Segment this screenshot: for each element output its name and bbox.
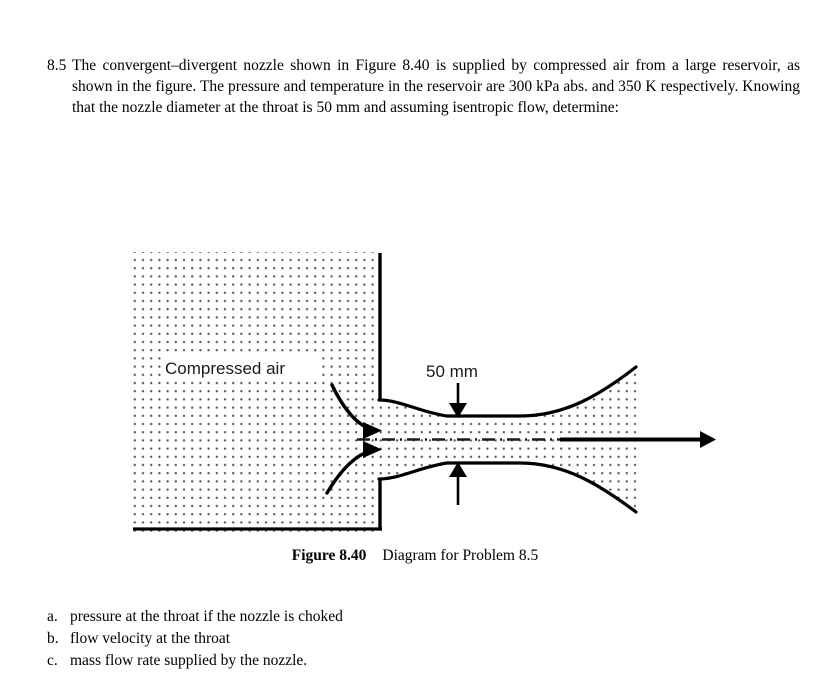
answer-text: flow velocity at the throat (70, 630, 231, 647)
problem-number: 8.5 (47, 57, 67, 74)
throat-dimension-arrow-upper (449, 383, 467, 418)
problem-row (47, 55, 800, 118)
reservoir-label-group (163, 357, 318, 380)
problem-text: The convergent–divergent nozzle shown in Figure 8.40 is supplied by compressed air from a large reservoir, as shown in the figure. The pressure and temperature in the reservoir are 300 kPa abs. and 350 K respectively. Knowing that the nozzle diameter at the throat is 50 mm and assuming isentropic flow, determine: (72, 57, 800, 116)
figure-diagram (0, 240, 830, 540)
figure-caption (0, 546, 830, 566)
answer-item (47, 606, 647, 628)
answer-marker: a. (47, 608, 58, 625)
answer-item (47, 650, 647, 672)
nozzle-diagram-svg (0, 240, 830, 540)
reservoir-fill (133, 252, 379, 537)
answer-item (47, 628, 647, 650)
throat-dimension-label: 50 mm (426, 362, 478, 381)
answer-list (47, 606, 647, 672)
reservoir-label: Compressed air (165, 359, 285, 378)
answer-marker: b. (47, 630, 59, 647)
answer-marker: c. (47, 652, 58, 669)
figure-caption-text: Diagram for Problem 8.5 (382, 547, 539, 564)
problem-statement (47, 55, 800, 118)
answer-text: pressure at the throat if the nozzle is choked (70, 608, 343, 625)
throat-dimension-arrow-lower (449, 462, 467, 505)
figure-caption-label: Figure 8.40 (291, 547, 367, 564)
answer-text: mass flow rate supplied by the nozzle. (70, 652, 308, 669)
